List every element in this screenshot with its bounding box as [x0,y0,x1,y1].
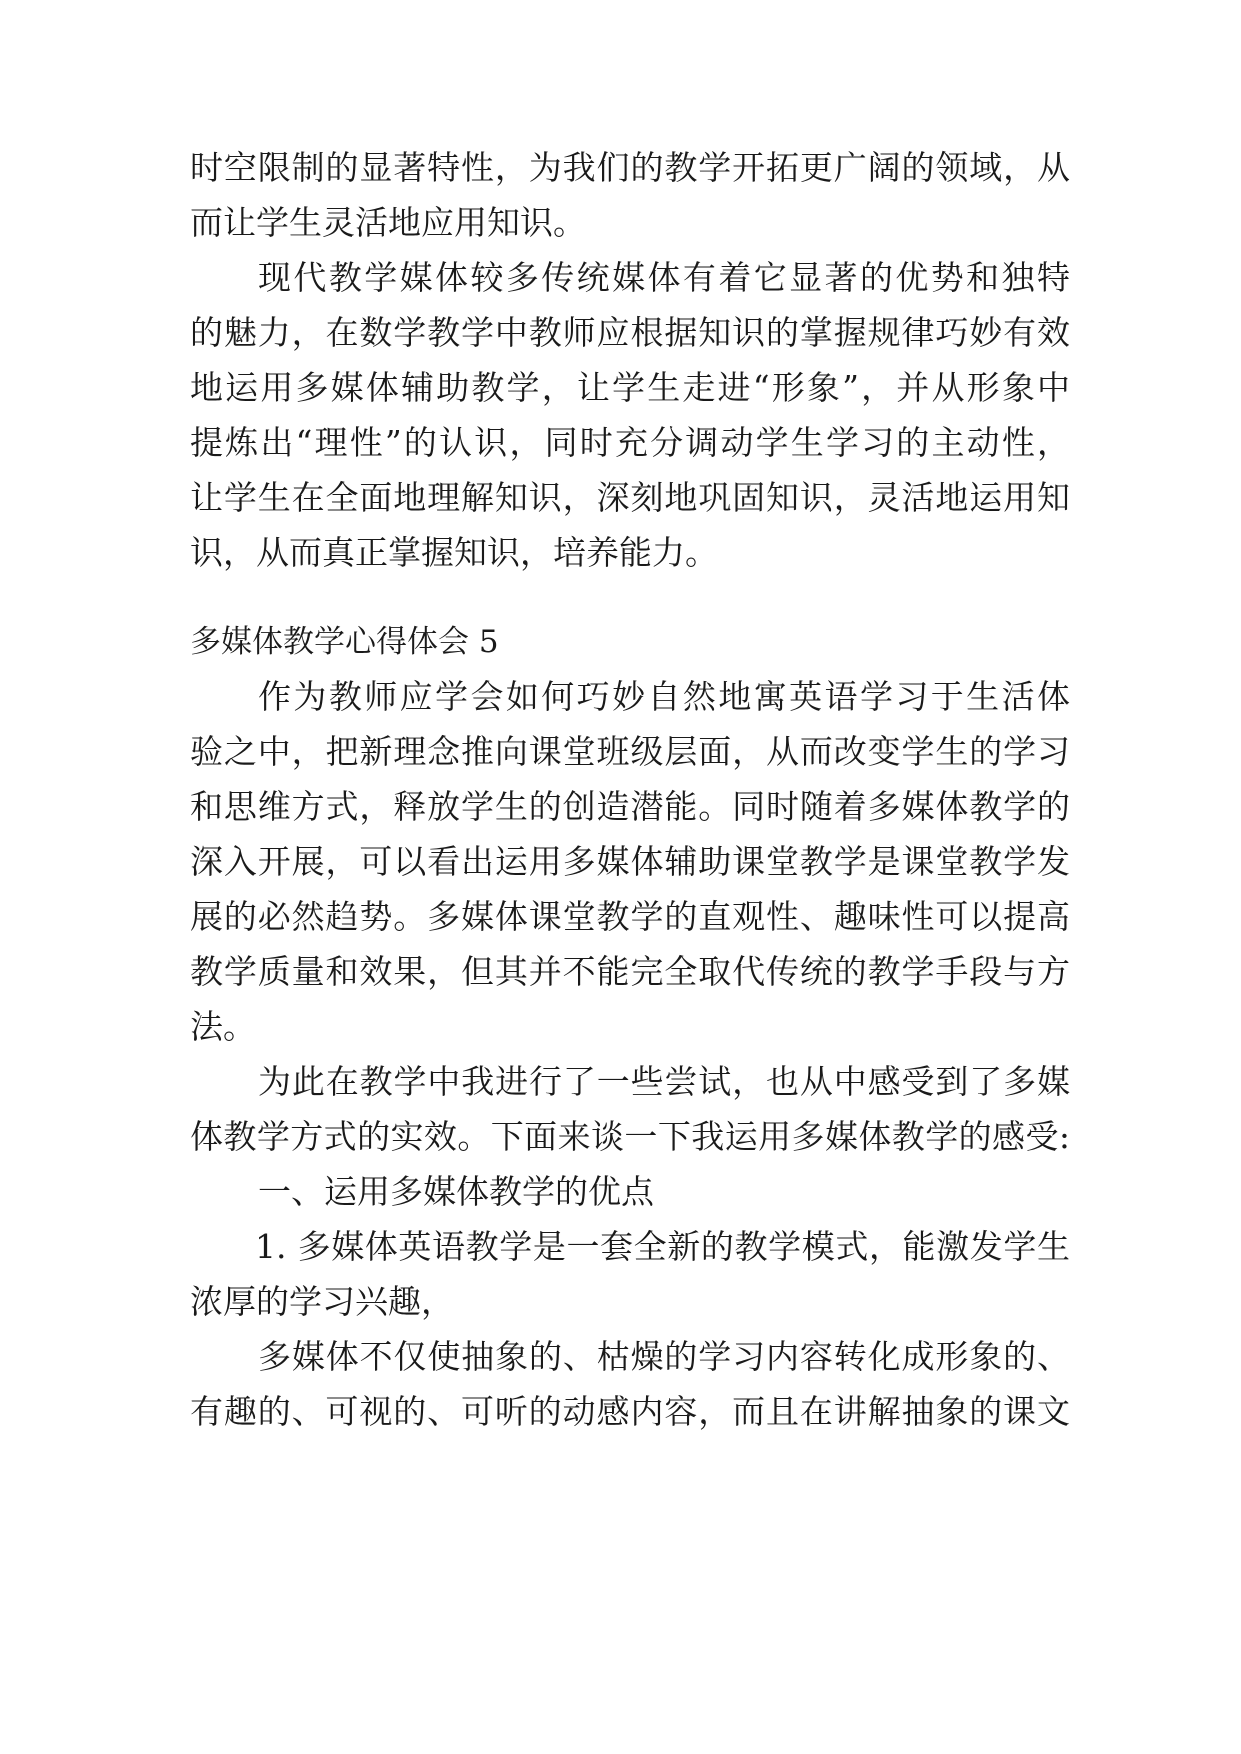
paragraph-line: 地运用多媒体辅助教学，让学生走进“形象”，并从形象中 [190,368,1070,407]
paragraph-line: 识，从而真正掌握知识，培养能力。 [190,533,718,572]
paragraph-line: 展的必然趋势。多媒体课堂教学的直观性、趣味性可以提高 [190,897,1070,936]
paragraph-line: 而让学生灵活地应用知识。 [190,203,586,242]
paragraph-line: 浓厚的学习兴趣， [190,1282,454,1321]
paragraph-line: 教学质量和效果，但其并不能完全取代传统的教学手段与方 [190,952,1070,991]
list-heading: 一、运用多媒体教学的优点 [258,1172,654,1211]
paragraph-line: 作为教师应学会如何巧妙自然地寓英语学习于生活体 [258,677,1070,716]
paragraph-line: 体教学方式的实效。下面来谈一下我运用多媒体教学的感受: [190,1117,1070,1156]
paragraph-line: 深入开展，可以看出运用多媒体辅助课堂教学是课堂教学发 [190,842,1070,881]
paragraph-line: 为此在教学中我进行了一些尝试，也从中感受到了多媒 [258,1062,1070,1101]
paragraph-line: 验之中，把新理念推向课堂班级层面，从而改变学生的学习 [190,732,1070,771]
paragraph-line: 现代教学媒体较多传统媒体有着它显著的优势和独特 [258,258,1070,297]
paragraph-line: 时空限制的显著特性，为我们的教学开拓更广阔的领域，从 [190,148,1070,187]
paragraph-line: 的魅力，在数学教学中教师应根据知识的掌握规律巧妙有效 [190,313,1070,352]
section-heading: 多媒体教学心得体会 5 [190,624,499,660]
paragraph-line: 让学生在全面地理解知识，深刻地巩固知识，灵活地运用知 [190,478,1070,517]
paragraph-line: 法。 [190,1007,256,1046]
paragraph-line: 1. 多媒体英语教学是一套全新的教学模式，能激发学生 [255,1227,1070,1266]
paragraph-line: 提炼出“理性”的认识，同时充分调动学生学习的主动性， [190,423,1070,462]
paragraph-line: 和思维方式，释放学生的创造潜能。同时随着多媒体教学的 [190,787,1070,826]
paragraph-line: 多媒体不仅使抽象的、枯燥的学习内容转化成形象的、 [258,1337,1070,1376]
paragraph-line: 有趣的、可视的、可听的动感内容，而且在讲解抽象的课文 [190,1392,1070,1431]
